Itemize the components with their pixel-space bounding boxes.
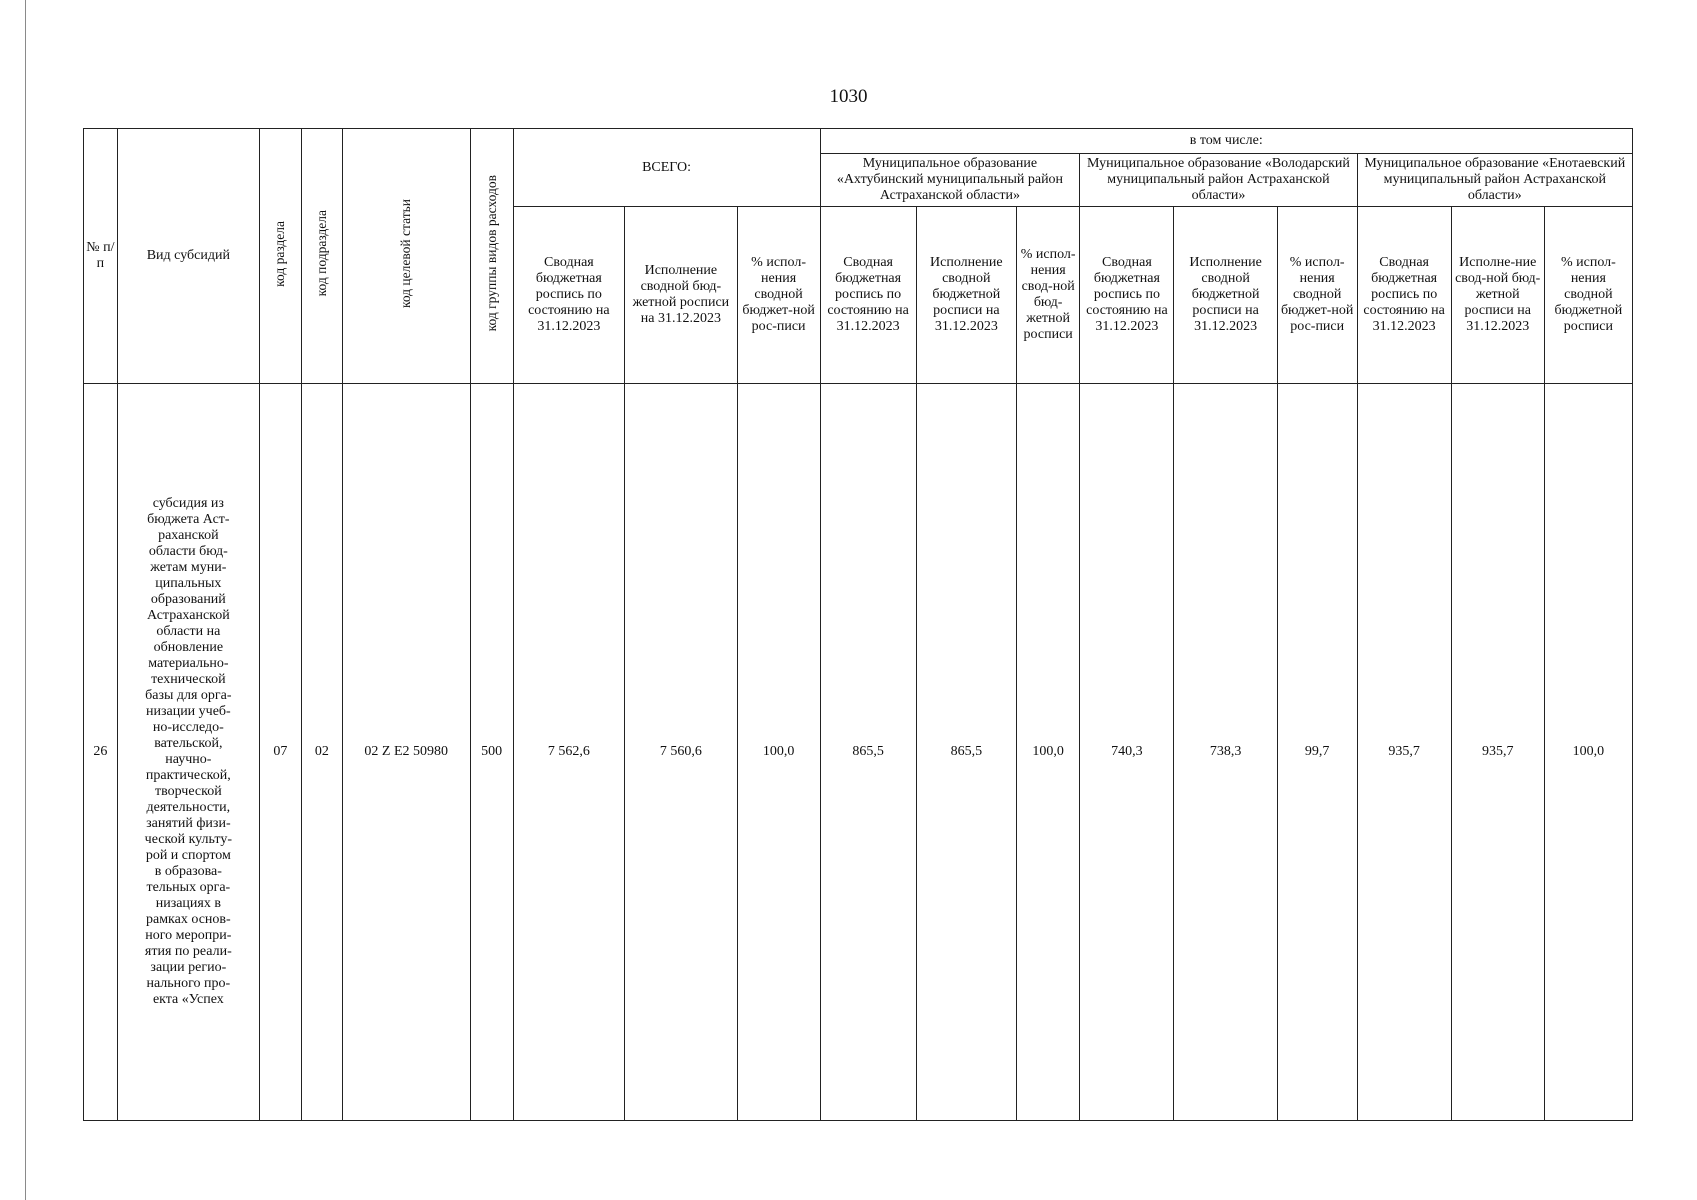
header-total-pct: % испол-нения сводной бюджет-ной рос-писи xyxy=(737,207,820,384)
row-m3-pct: 100,0 xyxy=(1544,384,1632,1121)
header-municipality-akhtubinsky: Муниципальное образование «Ахтубинский муниципальный район Астраханской области» xyxy=(820,154,1080,207)
row-expense-group: 500 xyxy=(470,384,513,1121)
header-municipality-volodarsky: Муниципальное образование «Володарский муниципальный район Астраханской области» xyxy=(1080,154,1357,207)
row-m3-exec: 935,7 xyxy=(1451,384,1544,1121)
header-m2-plan: Сводная бюджетная роспись по состоянию на 31.12.2023 xyxy=(1080,207,1174,384)
header-m1-plan: Сводная бюджетная роспись по состоянию на 31.12.2023 xyxy=(820,207,916,384)
row-subsection: 02 xyxy=(301,384,342,1121)
header-section-code: код раздела xyxy=(259,129,301,384)
subsidy-table xyxy=(83,128,1633,1121)
scan-edge xyxy=(25,0,26,1200)
header-m1-exec: Исполнение сводной бюджетной росписи на 31.12.2023 xyxy=(916,207,1016,384)
header-m3-plan: Сводная бюджетная роспись по состоянию на 31.12.2023 xyxy=(1357,207,1451,384)
header-m3-exec: Исполне-ние свод-ной бюд-жетной росписи на 31.12.2023 xyxy=(1451,207,1544,384)
row-m1-exec: 865,5 xyxy=(916,384,1016,1121)
row-m2-plan: 740,3 xyxy=(1080,384,1174,1121)
header-total-exec: Исполнение сводной бюд-жетной росписи на 31.12.2023 xyxy=(625,207,738,384)
row-target: 02 Z E2 50980 xyxy=(342,384,470,1121)
row-total-pct: 100,0 xyxy=(737,384,820,1121)
header-total-plan: Сводная бюджетная роспись по состоянию на 31.12.2023 xyxy=(513,207,625,384)
row-m1-pct: 100,0 xyxy=(1016,384,1079,1121)
page-number: 1030 xyxy=(829,86,868,107)
header-row-1 xyxy=(84,129,1633,154)
row-total-exec: 7 560,6 xyxy=(625,384,738,1121)
header-m3-pct: % испол-нения сводной бюджетной росписи xyxy=(1544,207,1632,384)
header-municipality-enotaevsky: Муниципальное образование «Енотаевский муниципальный район Астраханской области» xyxy=(1357,154,1632,207)
row-m3-plan: 935,7 xyxy=(1357,384,1451,1121)
header-total: ВСЕГО: xyxy=(513,129,820,207)
header-target-code: код целевой статьи xyxy=(342,129,470,384)
row-m1-plan: 865,5 xyxy=(820,384,916,1121)
row-m2-pct: 99,7 xyxy=(1277,384,1357,1121)
row-section: 07 xyxy=(259,384,301,1121)
header-subsection-code: код подраздела xyxy=(301,129,342,384)
header-subsidy-type: Вид субсидий xyxy=(117,129,259,384)
row-m2-exec: 738,3 xyxy=(1174,384,1277,1121)
header-including: в том числе: xyxy=(820,129,1632,154)
row-num: 26 xyxy=(84,384,118,1121)
table-row xyxy=(84,384,1633,1121)
header-num: № п/п xyxy=(84,129,118,384)
header-m1-pct: % испол-нения свод-ной бюд-жетной росписи xyxy=(1016,207,1079,384)
header-expense-group-code: код группы видов расходов xyxy=(470,129,513,384)
row-description: субсидия из бюджета Аст- раханской области бюд- жетам муни- ципальных образований Астраханской области на обновление материально- технической базы для орга- низации учеб- но-исследо- вательской, научно- практической, творческой деятельности, занятий физи- ческой культу- рой и спортом в образова- тельных орга- низациях в рамках основ- ного меропри- ятия по реали- зации регио- нального про- екта «Успех xyxy=(117,384,259,1121)
row-total-plan: 7 562,6 xyxy=(513,384,625,1121)
header-m2-pct: % испол-нения сводной бюджет-ной рос-писи xyxy=(1277,207,1357,384)
header-m2-exec: Исполнение сводной бюджетной росписи на 31.12.2023 xyxy=(1174,207,1277,384)
